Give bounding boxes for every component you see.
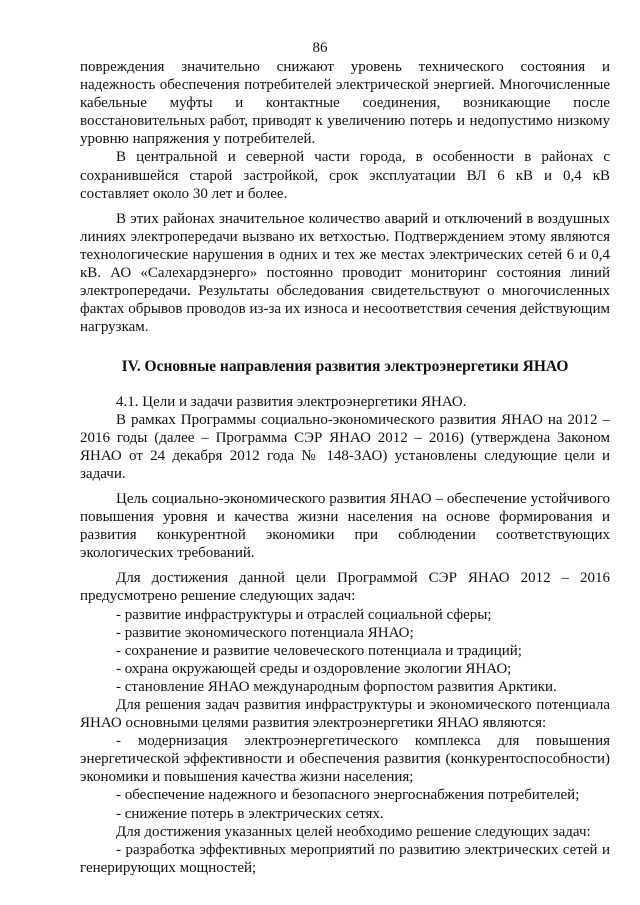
page-number: 86	[312, 40, 328, 56]
list-item-goal: - обеспечение надежного и безопасного энергоснабжения потребителей;	[116, 787, 580, 804]
paragraph-accidents: В этих районах значительное количество аварий и отключений в воздушных линиях электропередачи вызвано их ветхостью. Подтверждением этому являются технологические нарушения в одних и тех же местах электрических сетей 6 и 0,4 кВ. АО «Салехардэнерго» постоянно проводит мониторинг состояния линий электропередачи. Результаты обследования свидетельствуют о многочисленных фактах обрывов проводов из-за их износа и несоответствия сечения действующим нагрузкам.	[80, 210, 610, 336]
list-item-task: - развитие экономического потенциала ЯНАО;	[116, 624, 414, 641]
paragraph-lines-age: В центральной и северной части города, в особенности в районах с сохранившейся старой застройкой, срок эксплуатации ВЛ 6 кВ и 0,4 кВ составляет около 30 лет и более.	[80, 149, 610, 202]
paragraph-tasks-intro: Для достижения данной цели Программой СЭР ЯНАО 2012 – 2016 предусмотрено решение следующих задач:	[80, 570, 610, 605]
list-item-goal: - модернизация электроэнергетического комплекса для повышения энергетической эффективности и обеспечения развития (конкурентоспособности) экономики и повышения качества жизни населения;	[80, 733, 610, 786]
paragraph-goals-intro: Для решения задач развития инфраструктуры и экономического потенциала ЯНАО основными целями развития электроэнергетики ЯНАО являются:	[80, 697, 610, 732]
list-item-goal: - снижение потерь в электрических сетях.	[116, 805, 384, 822]
paragraph-measures-intro: Для достижения указанных целей необходимо решение следующих задач:	[116, 823, 591, 840]
list-item-measure: - разработка эффективных мероприятий по развитию электрических сетей и генерирующих мощностей;	[80, 841, 610, 876]
list-item-task: - развитие инфраструктуры и отраслей социальной сферы;	[116, 606, 492, 623]
paragraph-goal: Цель социально-экономического развития ЯНАО – обеспечение устойчивого повышения уровня и качества жизни населения на основе формирования и развития конкурентной экономики при соблюдении соответствующих экологических требований.	[80, 490, 610, 562]
section-heading: IV. Основные направления развития электроэнергетики ЯНАО	[121, 358, 569, 376]
list-item-task: - сохранение и развитие человеческого потенциала и традиций;	[116, 642, 522, 659]
list-item-task: - становление ЯНАО международным форпостом развития Арктики.	[116, 678, 557, 695]
subsection-title: 4.1. Цели и задачи развития электроэнергетики ЯНАО.	[116, 393, 467, 410]
list-item-task: - охрана окружающей среды и оздоровление экологии ЯНАО;	[116, 660, 512, 677]
paragraph-program: В рамках Программы социально-экономического развития ЯНАО на 2012 – 2016 годы (далее – Программа СЭР ЯНАО 2012 – 2016) (утверждена Законом ЯНАО от 24 декабря 2012 года № 148-ЗАО) установлены следующие цели и задачи.	[80, 411, 610, 482]
page-content	[80, 58, 610, 877]
paragraph-damage-continuation: повреждения значительно снижают уровень технического состояния и надежность обеспечения потребителей электрической энергией. Многочисленные кабельные муфты и контактные соединения, возникающие после восстановительных работ, приводят к увеличению потерь и недопустимо низкому уровню напряжения у потребителей.	[80, 59, 610, 148]
